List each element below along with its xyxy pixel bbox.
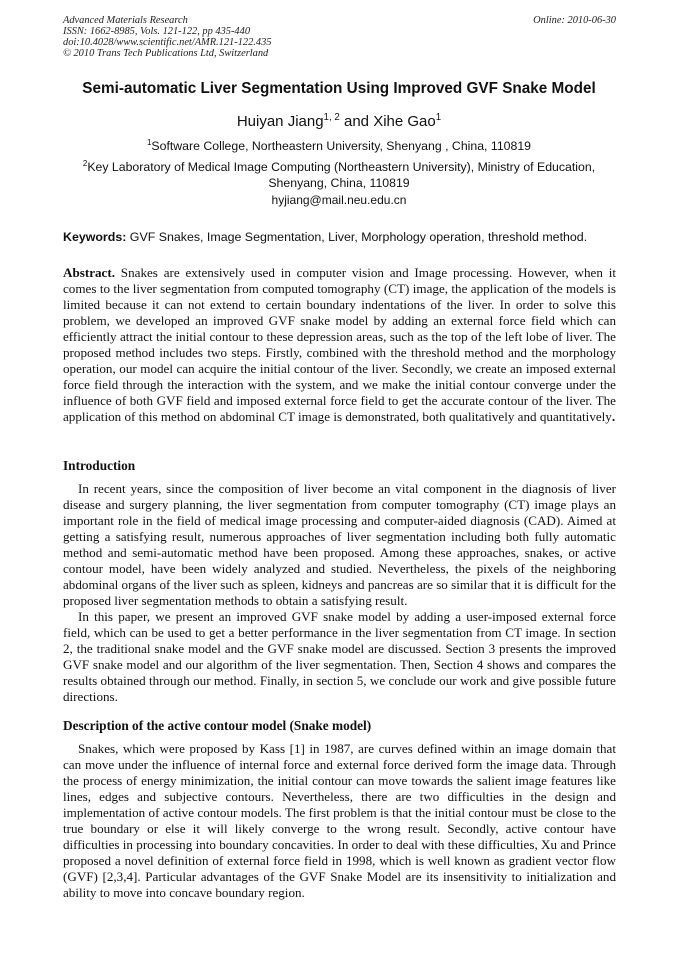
author-name: Xihe Gao <box>373 113 436 130</box>
author-line <box>40 113 638 130</box>
author-affiliation-marker: 1, 2 <box>323 112 340 123</box>
copyright-line: © 2010 Trans Tech Publications Ltd, Switzerland <box>63 48 269 59</box>
author-conjunction: and <box>339 113 374 130</box>
keywords-text: GVF Snakes, Image Segmentation, Liver, Morphology operation, threshold method. <box>126 230 588 244</box>
issn-line: ISSN: 1662-8985, Vols. 121-122, pp 435-440 <box>63 26 251 37</box>
body-paragraph: In this paper, we present an improved GVF snake model by adding a user-imposed external force field, which can be used to get a better performance in the liver segmentation from CT image. In section 2, the traditional snake model and the GVF snake model are discussed. Section 3 presents the improved GVF snake model and our algorithm of the liver segmentation. Then, Section 4 shows and compares the results obtained through our method. Finally, in section 5, we conclude our work and give possible future directions. <box>63 609 616 704</box>
abstract-text: Snakes are extensively used in computer vision and Image processing. However, when it comes to the liver segmentation from computed tomography (CT) image, the application of the models is limited because it can not extend to certain boundary indentations of the liver. In order to solve this problem, we developed an improved GVF snake model by adding an external force field which can efficiently attract the initial contour to these depression areas, such as the top of the left lobe of liver. The proposed method includes two steps. Firstly, combined with the threshold method and the morphology operation, our model can acquire the initial contour of the liver. Secondly, we create an imposed external force field through the interaction with the system, and we make the initial contour converge under the influence of both GVF field and imposed external force field to get the accurate contour of the liver. The application of this method on abdominal CT image is demonstrated, both qualitatively and quantitatively <box>63 265 616 424</box>
affiliation-text: Software College, Northeastern University, Shenyang , China, 110819 <box>151 139 532 153</box>
section-heading-introduction: Introduction <box>63 458 136 473</box>
author-email: hyjiang@mail.neu.edu.cn <box>271 193 407 207</box>
body-paragraph: Snakes, which were proposed by Kass [1] in 1987, are curves defined within an image domain that can move under the influence of internal force and external force derived form the image data. Through the process of energy minimization, the initial contour can move towards the salient image features like lines, edges and subjective contours. Nevertheless, there are two difficulties in the design and implementation of active contour models. The first problem is that the initial contour must be close to the true boundary or else it will likely converge to the wrong result. Secondly, active contour have difficulties in processing into boundary concavities. In order to deal with these difficulties, Xu and Prince proposed a novel definition of external force field in 1998, which is well known as gradient vector flow (GVF) [2,3,4]. Particular advantages of the GVF Snake Model are its insensitivity to initialization and ability to move into concave boundary region. <box>63 741 616 900</box>
affiliation-marker: 1 <box>146 137 152 147</box>
journal-name: Advanced Materials Research <box>63 15 188 26</box>
journal-header <box>63 15 363 59</box>
paper-title: Semi-automatic Liver Segmentation Using Improved GVF Snake Model <box>82 80 596 97</box>
section-heading-active-contour: Description of the active contour model (Snake model) <box>63 718 372 733</box>
abstract-end: . <box>611 409 616 424</box>
author-affiliation-marker: 1 <box>435 112 442 123</box>
body-paragraph: In recent years, since the composition of liver become an vital component in the diagnosis of liver disease and surgery planning, the liver segmentation from computer tomography (CT) image plays an important role in the field of medical image processing and computer-aided diagnosis (CAD). Aimed at getting a satisfying result, numerous approaches of liver segmentation including both fully automatic method and semi-automatic method have been proposed. Among these approaches, snakes, or active contour model, have been widely analyzed and studied. Nevertheless, the pixels of the neighboring abdominal organs of the liver such as spleen, kidneys and pancreas are so similar that it is difficult for the proposed liver segmentation methods to obtain a satisfying result. <box>63 481 616 608</box>
keywords-label: Keywords: <box>63 230 127 244</box>
author-name: Huiyan Jiang <box>236 113 324 130</box>
affiliation-2 <box>60 159 618 191</box>
affiliation-marker: 2 <box>82 158 88 168</box>
affiliation-text: Key Laboratory of Medical Image Computing (Northeastern University), Ministry of Education, Shenyang, China, 110819 <box>87 160 596 190</box>
keywords <box>63 230 623 244</box>
abstract <box>63 265 616 425</box>
online-date: Online: 2010-06-30 <box>533 15 616 26</box>
doi-line: doi:10.4028/www.scientific.net/AMR.121-122.435 <box>63 37 272 48</box>
abstract-label: Abstract. <box>63 265 115 280</box>
affiliation-1 <box>60 138 618 154</box>
